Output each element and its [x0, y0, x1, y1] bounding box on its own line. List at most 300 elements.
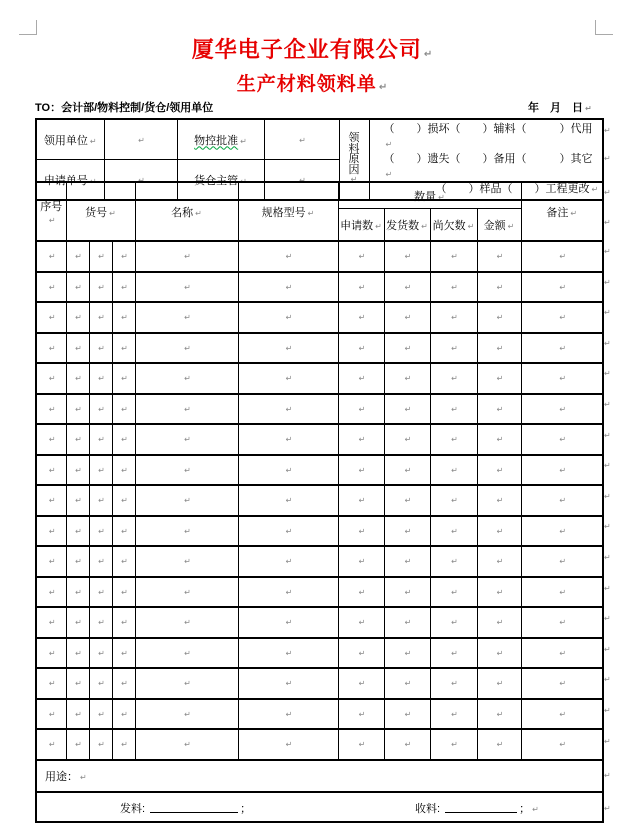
end-of-cell-mark: ↵	[451, 313, 458, 323]
empty-cell[interactable]	[238, 302, 338, 333]
empty-cell[interactable]	[89, 424, 112, 455]
empty-cell[interactable]	[430, 455, 477, 486]
empty-cell[interactable]	[112, 394, 135, 425]
empty-cell[interactable]	[338, 699, 384, 730]
empty-cell[interactable]	[135, 516, 238, 547]
empty-cell[interactable]	[66, 638, 89, 669]
empty-cell[interactable]	[477, 638, 521, 669]
empty-cell[interactable]	[36, 699, 66, 730]
empty-cell[interactable]	[112, 638, 135, 669]
end-of-cell-mark: ↵	[559, 496, 567, 506]
empty-cell[interactable]	[521, 546, 603, 577]
header-text: 名称	[171, 206, 194, 219]
empty-cell[interactable]	[338, 272, 384, 303]
end-of-cell-mark: ↵	[421, 221, 428, 231]
empty-cell[interactable]	[430, 394, 477, 425]
empty-cell[interactable]	[36, 668, 66, 699]
empty-cell[interactable]	[521, 424, 603, 455]
empty-cell[interactable]	[238, 394, 338, 425]
empty-cell[interactable]	[112, 699, 135, 730]
end-of-cell-mark: ↵	[404, 709, 412, 719]
end-of-cell-mark: ↵	[559, 343, 567, 353]
end-of-cell-mark: ↵	[285, 404, 293, 414]
empty-cell[interactable]	[112, 485, 135, 516]
end-of-cell-mark: ↵	[358, 313, 366, 323]
label-text: 货仓主管	[194, 174, 239, 187]
end-of-cell-mark: ↵	[451, 374, 458, 384]
empty-cell[interactable]	[135, 546, 238, 577]
date-line-text: 年 月 日	[528, 102, 583, 114]
end-of-cell-mark: ↵	[121, 618, 128, 628]
empty-cell[interactable]	[135, 729, 238, 760]
end-of-row-mark: ↵	[604, 308, 611, 318]
end-of-cell-mark: ↵	[570, 208, 578, 218]
empty-cell[interactable]	[112, 516, 135, 547]
empty-cell[interactable]	[66, 424, 89, 455]
empty-cell[interactable]	[384, 699, 430, 730]
end-of-cell-mark: ↵	[48, 740, 56, 750]
empty-cell[interactable]	[338, 638, 384, 669]
empty-cell[interactable]	[477, 729, 521, 760]
empty-cell[interactable]	[135, 668, 238, 699]
empty-cell[interactable]	[521, 241, 603, 272]
empty-cell[interactable]	[36, 241, 66, 272]
end-of-cell-mark: ↵	[404, 740, 412, 750]
end-of-cell-mark: ↵	[307, 208, 315, 218]
empty-cell[interactable]	[66, 577, 89, 608]
end-of-cell-mark: ↵	[285, 374, 293, 384]
empty-cell[interactable]	[384, 363, 430, 394]
empty-cell[interactable]	[89, 516, 112, 547]
empty-cell[interactable]	[477, 394, 521, 425]
end-of-cell-mark: ↵	[285, 526, 293, 536]
empty-cell[interactable]	[430, 424, 477, 455]
end-of-cell-mark: ↵	[496, 496, 504, 506]
empty-cell[interactable]	[135, 363, 238, 394]
empty-cell[interactable]	[36, 577, 66, 608]
end-of-cell-mark: ↵	[121, 374, 128, 384]
empty-cell[interactable]	[338, 485, 384, 516]
empty-cell[interactable]	[384, 485, 430, 516]
empty-cell[interactable]	[89, 333, 112, 364]
empty-cell[interactable]	[66, 333, 89, 364]
requisition-unit-value-cell[interactable]	[104, 119, 177, 160]
empty-cell[interactable]	[135, 455, 238, 486]
empty-cell[interactable]	[384, 424, 430, 455]
empty-cell[interactable]	[430, 577, 477, 608]
table-row	[36, 577, 603, 608]
empty-cell[interactable]	[430, 638, 477, 669]
empty-cell[interactable]	[135, 577, 238, 608]
empty-cell[interactable]	[238, 577, 338, 608]
end-of-cell-mark: ↵	[532, 804, 539, 814]
empty-cell[interactable]	[135, 333, 238, 364]
empty-cell[interactable]	[521, 333, 603, 364]
empty-cell[interactable]	[521, 302, 603, 333]
end-of-cell-mark: ↵	[404, 374, 412, 384]
empty-cell[interactable]	[89, 241, 112, 272]
end-of-cell-mark: ↵	[496, 557, 504, 567]
empty-cell[interactable]	[238, 638, 338, 669]
empty-cell[interactable]	[135, 241, 238, 272]
empty-cell[interactable]	[89, 394, 112, 425]
empty-cell[interactable]	[430, 699, 477, 730]
end-of-row-mark: ↵	[604, 277, 611, 287]
empty-cell[interactable]	[521, 699, 603, 730]
end-of-cell-mark: ↵	[559, 648, 567, 658]
end-of-row-mark: ↵	[604, 218, 611, 227]
end-of-cell-mark: ↵	[48, 215, 56, 225]
end-of-cell-mark: ↵	[358, 618, 366, 628]
empty-cell[interactable]	[477, 302, 521, 333]
end-of-cell-mark: ↵	[48, 465, 56, 475]
empty-cell[interactable]	[384, 272, 430, 303]
end-of-row-mark: ↵	[604, 675, 611, 685]
reason-line-2[interactable]	[384, 152, 601, 182]
empty-cell[interactable]	[430, 272, 477, 303]
end-of-cell-mark: ↵	[358, 526, 366, 536]
end-of-cell-mark: ↵	[559, 435, 567, 445]
empty-cell[interactable]	[66, 607, 89, 638]
empty-cell[interactable]	[238, 241, 338, 272]
end-of-cell-mark: ↵	[404, 465, 412, 475]
end-of-cell-mark: ↵	[121, 648, 128, 658]
empty-cell[interactable]	[89, 363, 112, 394]
empty-cell[interactable]	[66, 455, 89, 486]
empty-cell[interactable]	[36, 516, 66, 547]
empty-cell[interactable]	[238, 485, 338, 516]
end-of-cell-mark: ↵	[98, 404, 105, 414]
empty-cell[interactable]	[338, 577, 384, 608]
empty-cell[interactable]	[338, 333, 384, 364]
empty-cell[interactable]	[112, 577, 135, 608]
empty-cell[interactable]	[36, 394, 66, 425]
issue-label: 发料:	[120, 802, 146, 815]
end-of-cell-mark: ↵	[285, 740, 293, 750]
empty-cell[interactable]	[66, 516, 89, 547]
end-of-cell-mark: ↵	[48, 282, 56, 292]
empty-cell[interactable]	[66, 241, 89, 272]
end-of-row-mark: ↵	[604, 804, 611, 813]
col-header-qty-requested	[338, 209, 384, 242]
table-row	[36, 455, 603, 486]
empty-cell[interactable]	[112, 333, 135, 364]
empty-cell[interactable]	[521, 729, 603, 760]
empty-cell[interactable]	[521, 363, 603, 394]
empty-cell[interactable]	[66, 363, 89, 394]
col-header-remark	[521, 182, 603, 241]
end-of-cell-mark: ↵	[496, 526, 504, 536]
empty-cell[interactable]	[521, 577, 603, 608]
empty-cell[interactable]	[338, 424, 384, 455]
empty-cell[interactable]	[430, 546, 477, 577]
end-of-row-mark: ↵	[604, 369, 611, 379]
material-control-approval-value-cell[interactable]	[264, 119, 339, 160]
info-row-1	[36, 119, 603, 160]
empty-cell[interactable]	[89, 607, 112, 638]
empty-cell[interactable]	[477, 485, 521, 516]
end-of-cell-mark: ↵	[48, 526, 56, 536]
header-text: 序号	[40, 200, 63, 213]
end-of-cell-mark: ↵	[404, 313, 412, 323]
end-of-cell-mark: ↵	[75, 679, 82, 689]
table-row	[36, 485, 603, 516]
empty-cell[interactable]	[89, 638, 112, 669]
reason-line-text: （ ）损坏（ ）辅料（ ）代用	[383, 123, 593, 135]
empty-cell[interactable]	[338, 516, 384, 547]
empty-cell[interactable]	[89, 668, 112, 699]
end-of-row-mark: ↵	[604, 522, 611, 532]
empty-cell[interactable]	[477, 424, 521, 455]
empty-cell[interactable]	[112, 546, 135, 577]
empty-cell[interactable]	[430, 485, 477, 516]
end-of-cell-mark: ↵	[121, 679, 128, 689]
empty-cell[interactable]	[135, 638, 238, 669]
empty-cell[interactable]	[477, 455, 521, 486]
empty-cell[interactable]	[477, 333, 521, 364]
empty-cell[interactable]	[338, 607, 384, 638]
end-of-cell-mark: ↵	[184, 496, 191, 506]
empty-cell[interactable]	[89, 577, 112, 608]
empty-cell[interactable]	[430, 241, 477, 272]
end-of-cell-mark: ↵	[184, 465, 191, 475]
requisition-unit-label	[36, 119, 104, 160]
empty-cell[interactable]	[477, 607, 521, 638]
empty-cell[interactable]	[238, 516, 338, 547]
empty-cell[interactable]	[477, 668, 521, 699]
empty-cell[interactable]	[135, 485, 238, 516]
empty-cell[interactable]	[430, 516, 477, 547]
paragraph-mark: ↵	[378, 82, 389, 93]
end-of-cell-mark: ↵	[404, 252, 412, 262]
end-of-cell-mark: ↵	[358, 465, 366, 475]
empty-cell[interactable]	[477, 546, 521, 577]
end-of-cell-mark: ↵	[451, 709, 458, 719]
empty-cell[interactable]	[36, 302, 66, 333]
empty-cell[interactable]	[338, 394, 384, 425]
end-of-cell-mark: ↵	[451, 618, 458, 628]
empty-cell[interactable]	[135, 607, 238, 638]
empty-cell[interactable]	[89, 729, 112, 760]
end-of-cell-mark: ↵	[98, 343, 105, 353]
empty-cell[interactable]	[430, 668, 477, 699]
end-of-cell-mark: ↵	[404, 343, 412, 353]
empty-cell[interactable]	[135, 699, 238, 730]
end-of-cell-mark: ↵	[451, 282, 458, 292]
empty-cell[interactable]	[66, 485, 89, 516]
empty-cell[interactable]	[384, 333, 430, 364]
end-of-cell-mark: ↵	[451, 679, 458, 689]
empty-cell[interactable]	[36, 333, 66, 364]
end-of-cell-mark: ↵	[404, 587, 412, 597]
empty-cell[interactable]	[521, 455, 603, 486]
empty-cell[interactable]	[238, 668, 338, 699]
end-of-cell-mark: ↵	[496, 282, 504, 292]
empty-cell[interactable]	[430, 333, 477, 364]
end-of-row-mark: ↵	[604, 706, 611, 715]
empty-cell[interactable]	[238, 363, 338, 394]
end-of-cell-mark: ↵	[467, 221, 475, 231]
usage-label: 用途：	[45, 770, 78, 783]
empty-cell[interactable]	[477, 577, 521, 608]
end-of-cell-mark: ↵	[89, 176, 97, 186]
empty-cell[interactable]	[477, 241, 521, 272]
end-of-cell-mark: ↵	[358, 374, 366, 384]
empty-cell[interactable]	[36, 363, 66, 394]
empty-cell[interactable]	[36, 455, 66, 486]
empty-cell[interactable]	[135, 272, 238, 303]
empty-cell[interactable]	[384, 516, 430, 547]
empty-cell[interactable]	[338, 363, 384, 394]
end-of-row-mark: ↵	[604, 154, 611, 163]
empty-cell[interactable]	[238, 455, 338, 486]
end-of-cell-mark: ↵	[184, 282, 191, 292]
empty-cell[interactable]	[238, 546, 338, 577]
empty-cell[interactable]	[384, 729, 430, 760]
table-row	[36, 638, 603, 669]
receive-label: 收料:	[415, 802, 441, 815]
end-of-row-mark: ↵	[604, 644, 611, 654]
empty-cell[interactable]	[135, 424, 238, 455]
empty-cell[interactable]	[238, 424, 338, 455]
empty-cell[interactable]	[521, 394, 603, 425]
empty-cell[interactable]	[89, 546, 112, 577]
empty-cell[interactable]	[89, 302, 112, 333]
empty-cell[interactable]	[66, 272, 89, 303]
empty-cell[interactable]	[112, 607, 135, 638]
empty-cell[interactable]	[112, 668, 135, 699]
empty-cell[interactable]	[477, 363, 521, 394]
empty-cell[interactable]	[89, 272, 112, 303]
end-of-cell-mark: ↵	[184, 587, 191, 597]
empty-cell[interactable]	[36, 485, 66, 516]
end-of-cell-mark: ↵	[559, 557, 567, 567]
end-of-cell-mark: ↵	[451, 557, 458, 567]
end-of-cell-mark: ↵	[184, 252, 191, 262]
empty-cell[interactable]	[384, 546, 430, 577]
usage-cell[interactable]	[36, 760, 603, 792]
table-row	[36, 424, 603, 455]
usage-row	[36, 760, 603, 792]
end-of-cell-mark: ↵	[404, 618, 412, 628]
end-of-cell-mark: ↵	[75, 465, 82, 475]
empty-cell[interactable]	[36, 424, 66, 455]
empty-cell[interactable]	[338, 668, 384, 699]
end-of-cell-mark: ↵	[98, 374, 105, 384]
empty-cell[interactable]	[238, 607, 338, 638]
form-title-text: 生产材料领料单	[236, 74, 377, 95]
empty-cell[interactable]	[521, 607, 603, 638]
end-of-cell-mark: ↵	[451, 740, 458, 750]
empty-cell[interactable]	[66, 302, 89, 333]
empty-cell[interactable]	[338, 241, 384, 272]
end-of-cell-mark: ↵	[48, 313, 56, 323]
empty-cell[interactable]	[112, 363, 135, 394]
empty-cell[interactable]	[36, 729, 66, 760]
empty-cell[interactable]	[112, 302, 135, 333]
empty-cell[interactable]	[89, 455, 112, 486]
end-of-cell-mark: ↵	[240, 176, 247, 186]
empty-cell[interactable]	[36, 272, 66, 303]
empty-cell[interactable]	[89, 699, 112, 730]
issue-signature-blank[interactable]	[150, 801, 238, 813]
empty-cell[interactable]	[521, 485, 603, 516]
end-of-cell-mark: ↵	[121, 740, 128, 750]
end-of-row-mark: ↵	[604, 247, 611, 256]
empty-cell[interactable]	[238, 729, 338, 760]
empty-cell[interactable]	[521, 516, 603, 547]
header-text: 尚欠数	[432, 219, 466, 232]
empty-cell[interactable]	[66, 668, 89, 699]
empty-cell[interactable]	[384, 241, 430, 272]
empty-cell[interactable]	[384, 455, 430, 486]
empty-cell[interactable]	[112, 455, 135, 486]
reason-line-1[interactable]	[384, 122, 601, 152]
empty-cell[interactable]	[384, 302, 430, 333]
empty-cell[interactable]	[36, 546, 66, 577]
empty-cell[interactable]	[338, 729, 384, 760]
empty-cell[interactable]	[112, 241, 135, 272]
empty-cell[interactable]	[36, 638, 66, 669]
empty-cell[interactable]	[384, 577, 430, 608]
empty-cell[interactable]	[521, 272, 603, 303]
end-of-cell-mark: ↵	[559, 587, 567, 597]
empty-cell[interactable]	[338, 302, 384, 333]
empty-cell[interactable]	[238, 699, 338, 730]
empty-cell[interactable]	[135, 302, 238, 333]
empty-cell[interactable]	[66, 546, 89, 577]
empty-cell[interactable]	[238, 272, 338, 303]
end-of-cell-mark: ↵	[75, 404, 82, 414]
table-row	[36, 302, 603, 333]
empty-cell[interactable]	[66, 729, 89, 760]
empty-cell[interactable]	[430, 607, 477, 638]
empty-cell[interactable]	[384, 394, 430, 425]
end-of-cell-mark: ↵	[559, 282, 567, 292]
signature-row	[36, 792, 603, 822]
empty-cell[interactable]	[521, 638, 603, 669]
empty-cell[interactable]	[338, 455, 384, 486]
empty-cell[interactable]	[384, 607, 430, 638]
table-row	[36, 516, 603, 547]
empty-cell[interactable]	[338, 546, 384, 577]
empty-cell[interactable]	[477, 272, 521, 303]
empty-cell[interactable]	[238, 333, 338, 364]
empty-cell[interactable]	[112, 272, 135, 303]
empty-cell[interactable]	[384, 638, 430, 669]
empty-cell[interactable]	[66, 394, 89, 425]
empty-cell[interactable]	[36, 607, 66, 638]
empty-cell[interactable]	[430, 363, 477, 394]
empty-cell[interactable]	[430, 302, 477, 333]
empty-cell[interactable]	[135, 394, 238, 425]
empty-cell[interactable]	[477, 516, 521, 547]
empty-cell[interactable]	[477, 699, 521, 730]
empty-cell[interactable]	[521, 668, 603, 699]
empty-cell[interactable]	[89, 485, 112, 516]
empty-cell[interactable]	[112, 729, 135, 760]
end-of-cell-mark: ↵	[285, 557, 293, 567]
empty-cell[interactable]	[112, 424, 135, 455]
receive-signature-blank[interactable]	[445, 801, 517, 813]
end-of-cell-mark: ↵	[451, 435, 458, 445]
empty-cell[interactable]	[384, 668, 430, 699]
empty-cell[interactable]	[430, 729, 477, 760]
end-of-cell-mark: ↵	[184, 374, 191, 384]
empty-cell[interactable]	[66, 699, 89, 730]
table-row	[36, 241, 603, 272]
end-of-cell-mark: ↵	[358, 404, 366, 414]
